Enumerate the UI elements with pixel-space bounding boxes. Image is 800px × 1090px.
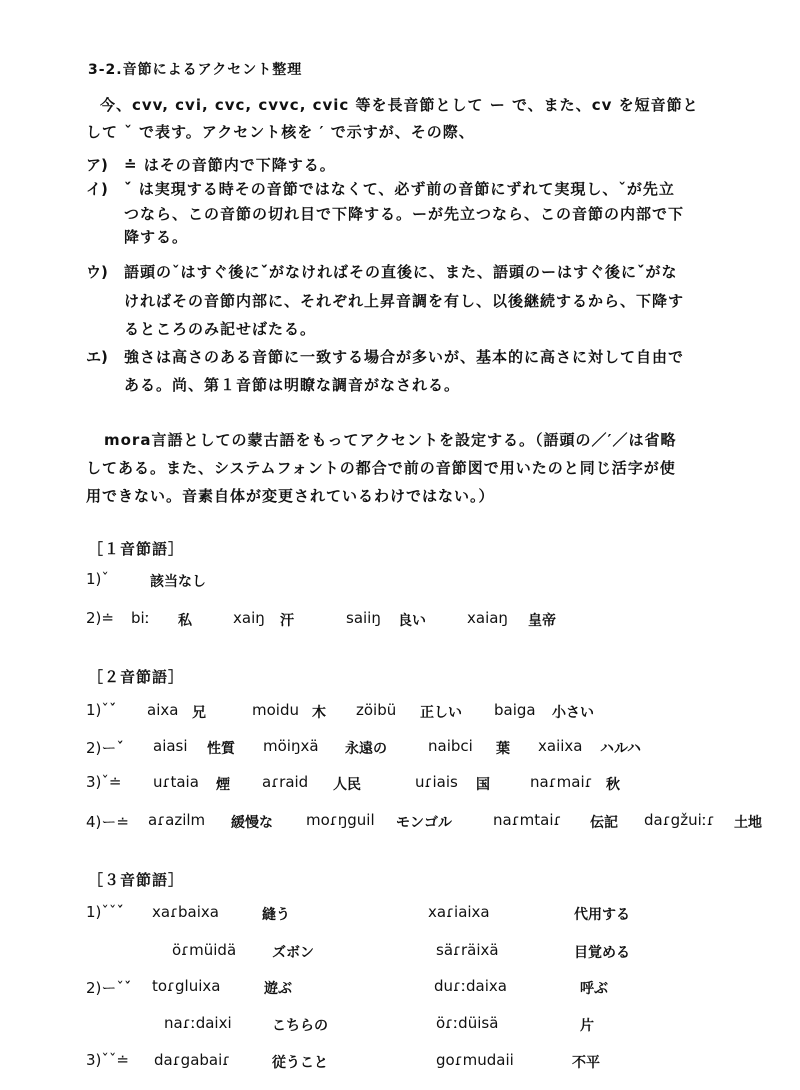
gloss: こちらの: [272, 1018, 328, 1034]
word: xaiixa: [538, 737, 583, 755]
pattern-marker: 4)ー≐: [86, 813, 129, 831]
pattern-marker: 1)ˇ: [86, 570, 109, 588]
word: moidu: [252, 701, 299, 719]
gloss: 汗: [280, 613, 294, 629]
gloss: 煙: [216, 777, 230, 793]
section-title-three-syllable: ［３音節語］: [88, 871, 185, 889]
word: aɾazilm: [148, 811, 206, 829]
word: naibci: [428, 737, 473, 755]
word: naɾmtaiɾ: [493, 811, 562, 829]
gloss: 葉: [496, 741, 510, 757]
word: daɾgabaiɾ: [154, 1051, 231, 1069]
rule-i-line-2: つなら、この音節の切れ目で下降する。ーが先立つなら、この音節の内部で下: [124, 205, 685, 223]
word: aiasi: [153, 737, 188, 755]
word: uɾtaia: [153, 773, 199, 791]
gloss: 良い: [398, 613, 426, 629]
gloss: 従うこと: [272, 1055, 328, 1071]
gloss: ズボン: [272, 945, 314, 961]
word: xaɾbaixa: [152, 903, 219, 921]
pattern-marker: 3)ˇˇ≐: [86, 1051, 129, 1069]
gloss: 兄: [192, 705, 206, 721]
word: toɾgluixa: [152, 977, 221, 995]
word: biː: [131, 609, 150, 627]
word: xaiŋ: [233, 609, 265, 627]
word: aɾraid: [262, 773, 309, 791]
gloss: ハルハ: [600, 741, 642, 757]
pattern-marker: 2)ーˇˇ́: [86, 979, 132, 997]
rule-u-line-2: ければその音節内部に、それぞれ上昇音調を有し、以後継続するから、下降す: [124, 292, 685, 310]
gloss: 性質: [207, 741, 235, 757]
word: xaiaŋ: [467, 609, 508, 627]
rule-label-i: イ): [86, 180, 108, 198]
pattern-marker: 1)ˇˇˇ́: [86, 903, 124, 921]
gloss: 秋: [606, 777, 620, 793]
word: säɾräixä: [436, 941, 499, 959]
word: duɾːdaixa: [434, 977, 507, 995]
none-text: 該当なし: [150, 574, 206, 590]
gloss: 代用する: [574, 907, 630, 923]
gloss: 緩慢な: [231, 815, 273, 831]
gloss: 目覚める: [574, 945, 630, 961]
pattern-marker: 2)ーˇ́: [86, 739, 124, 757]
word: moɾŋguil: [306, 811, 375, 829]
rule-label-e: エ): [86, 348, 108, 366]
section-title-two-syllable: ［２音節語］: [88, 668, 185, 686]
gloss: 呼ぶ: [580, 981, 608, 997]
word: uɾiais: [415, 773, 458, 791]
word: aixa: [147, 701, 179, 719]
rule-i-line-3: 降する。: [124, 228, 189, 246]
word: saiiŋ: [346, 609, 381, 627]
pattern-marker: 3)ˇ≐: [86, 773, 122, 791]
rule-label-a: ア): [86, 156, 108, 174]
word: möiŋxä: [263, 737, 319, 755]
note-line-1: mora言語としての蒙古語をもってアクセントを設定する。（語頭の／′／は省略: [104, 431, 677, 449]
gloss: 土地: [734, 815, 762, 831]
rule-a-line-1: ≐ はその音節内で下降する。: [124, 156, 336, 174]
word: öɾːdüisä: [436, 1014, 499, 1032]
gloss: 永遠の: [345, 741, 387, 757]
gloss: 伝記: [590, 815, 618, 831]
gloss: 遊ぶ: [264, 981, 292, 997]
gloss: モンゴル: [396, 815, 452, 831]
gloss: 皇帝: [528, 613, 556, 629]
rule-label-u: ウ): [86, 263, 108, 281]
word: goɾmudaii: [436, 1051, 514, 1069]
word: daɾgžuiːɾ: [644, 811, 715, 829]
gloss: 小さい: [552, 705, 594, 721]
gloss: 縫う: [262, 907, 290, 923]
gloss: 不平: [572, 1055, 600, 1071]
pattern-marker: 2)≐: [86, 609, 114, 627]
note-line-2: してある。また、システムフォントの都合で前の音節図で用いたのと同じ活字が使: [86, 459, 676, 477]
gloss: 木: [312, 705, 326, 721]
word: naɾːdaixi: [164, 1014, 232, 1032]
gloss: 正しい: [420, 705, 462, 721]
intro-line-1: 今、cvv, cvi, cvc, cvvc, cvic 等を長音節として ー で、また、cv を短音節と: [100, 96, 699, 114]
gloss: 片: [580, 1018, 594, 1034]
word: baiga: [494, 701, 536, 719]
word: naɾmaiɾ: [530, 773, 593, 791]
rule-i-line-1: ˇ́ は実現する時その音節ではなくて、必ず前の音節にずれて実現し、ˇが先立: [124, 180, 675, 198]
note-line-3: 用できない。音素自体が変更されているわけではない。）: [86, 487, 495, 505]
gloss: 国: [476, 777, 490, 793]
pattern-marker: 1)ˇˇ́: [86, 701, 117, 719]
rule-u-line-1: 語頭のˇはすぐ後にˇ́がなければその直後に、また、語頭のーはすぐ後にˇ́がな: [124, 263, 678, 281]
rule-e-line-2: ある。尚、第１音節は明瞭な調音がなされる。: [124, 376, 461, 394]
gloss: 人民: [333, 777, 361, 793]
section-heading: 3-2.音節によるアクセント整理: [88, 62, 303, 78]
rule-e-line-1: 強さは高さのある音節に一致する場合が多いが、基本的に高さに対して自由で: [124, 348, 685, 366]
section-title-one-syllable: ［１音節語］: [88, 540, 185, 558]
word: xaɾiaixa: [428, 903, 490, 921]
word: zöibü: [356, 701, 397, 719]
rule-u-line-3: るところのみ記せばたる。: [124, 320, 317, 338]
intro-line-2: して ˇ で表す。アクセント核を ′ で示すが、その際、: [86, 123, 475, 141]
gloss: 私: [178, 613, 192, 629]
word: öɾmüidä: [172, 941, 237, 959]
